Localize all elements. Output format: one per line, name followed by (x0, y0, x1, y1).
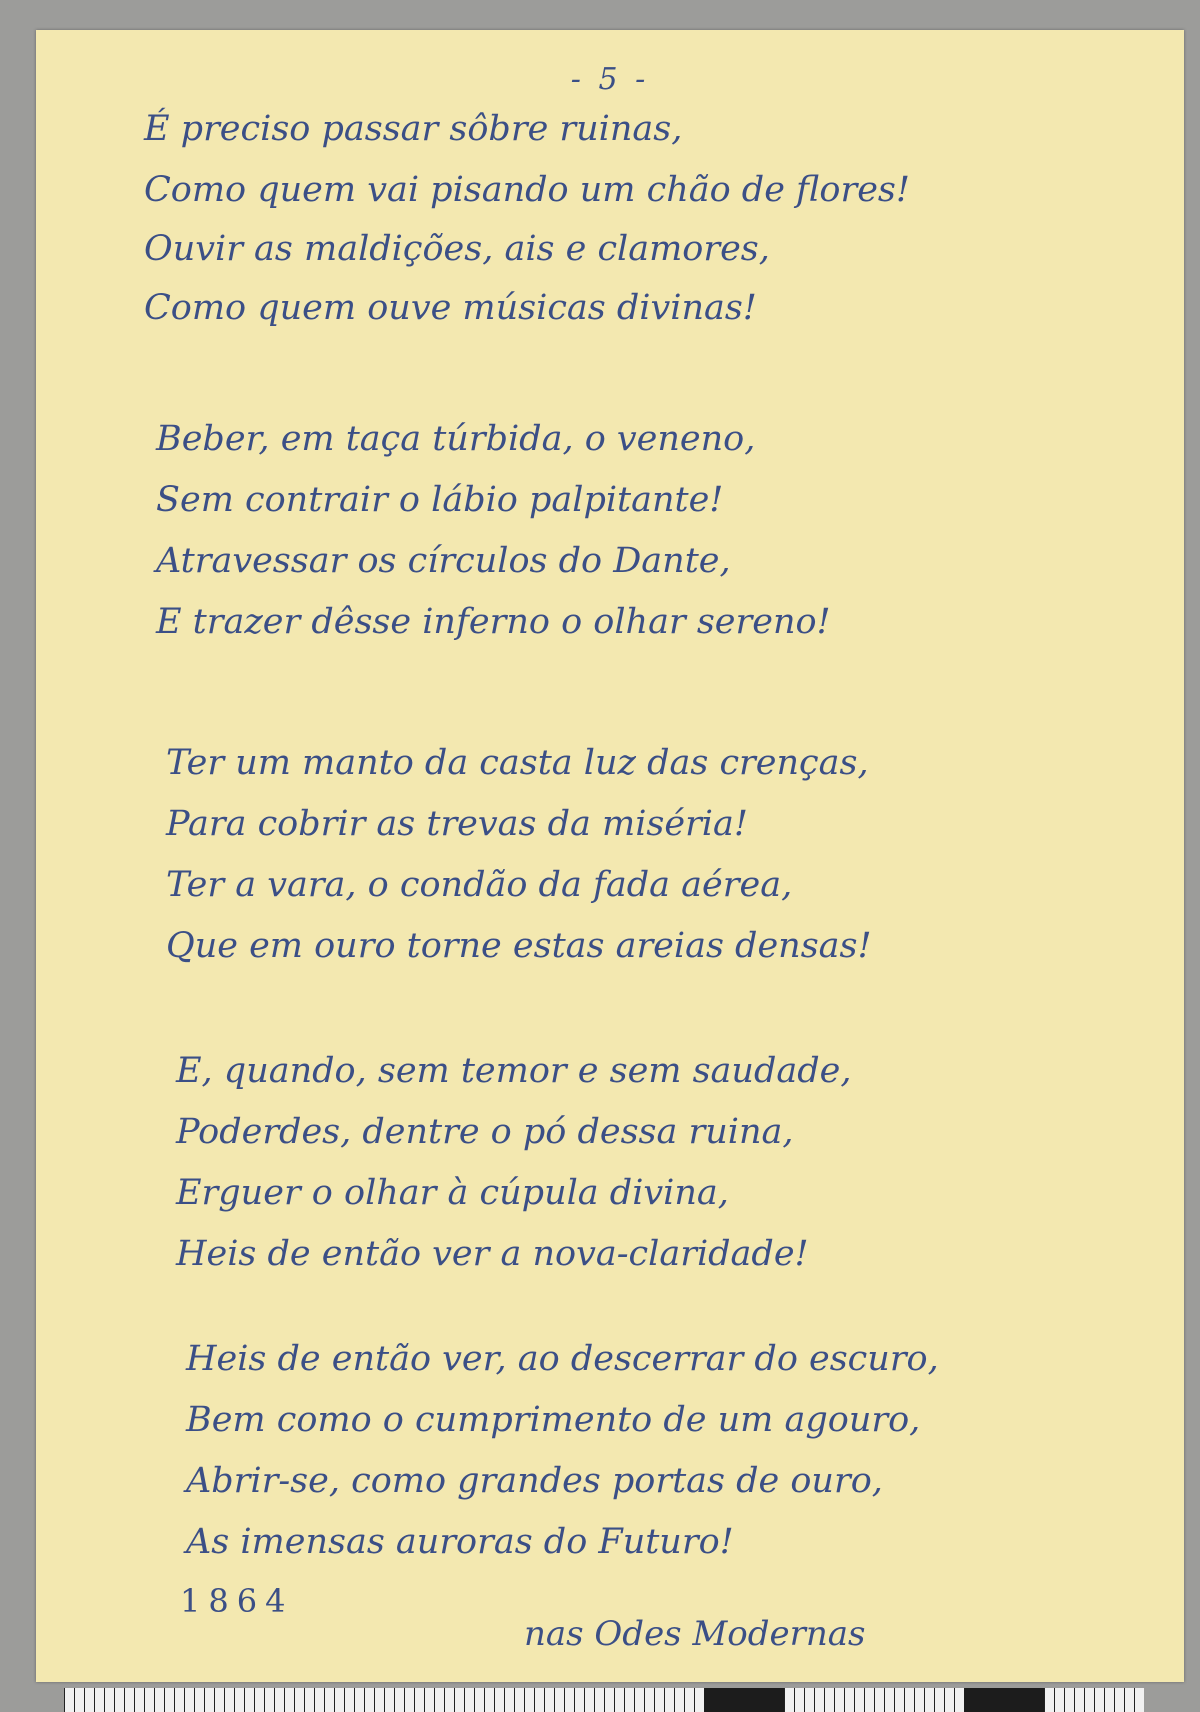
poem-line: Heis de então ver a nova-claridade! (176, 1234, 809, 1274)
handwritten-text (36, 30, 1184, 1682)
stanza-3 (166, 743, 872, 966)
poem-line: Ouvir as maldições, ais e clamores, (144, 229, 770, 269)
poem-line: Erguer o olhar à cúpula divina, (176, 1173, 729, 1213)
poem-line: Bem como o cumprimento de um agouro, (186, 1400, 921, 1440)
stanza-2 (156, 419, 831, 642)
poem-line: Abrir-se, como grandes portas de ouro, (186, 1461, 883, 1501)
poem-line: Para cobrir as trevas da miséria! (166, 804, 748, 844)
poem-line: Poderdes, dentre o pó dessa ruina, (176, 1112, 794, 1152)
stanza-4 (176, 1051, 852, 1274)
poem-line: Ter um manto da casta luz das crenças, (166, 743, 869, 783)
poem-line: Sem contrair o lábio palpitante! (156, 480, 724, 520)
scale-segment (704, 1688, 784, 1712)
poem-line: As imensas auroras do Futuro! (186, 1522, 734, 1562)
stanza-5 (186, 1339, 939, 1562)
poem-line: É preciso passar sôbre ruinas, (144, 109, 683, 149)
stanza-1 (144, 109, 910, 328)
date: 1864 (180, 1582, 294, 1620)
measurement-scale (64, 1688, 1144, 1712)
poem-line: Como quem ouve músicas divinas! (144, 288, 757, 328)
poem-line: Que em ouro torne estas areias densas! (166, 926, 872, 966)
scale-segment (964, 1688, 1044, 1712)
poem-line: Ter a vara, o condão da fada aérea, (166, 865, 793, 905)
poem-line: Como quem vai pisando um chão de flores! (144, 170, 910, 210)
poem-line: Beber, em taça túrbida, o veneno, (156, 419, 756, 459)
poem-line: E trazer dêsse inferno o olhar sereno! (156, 602, 831, 642)
manuscript-page (36, 30, 1184, 1682)
poem-line: Atravessar os círculos do Dante, (156, 541, 731, 581)
poem-line: Heis de então ver, ao descerrar do escuro, (186, 1339, 939, 1379)
source-note: nas Odes Modernas (524, 1614, 866, 1654)
page-number: - 5 - (570, 62, 650, 97)
poem-line: E, quando, sem temor e sem saudade, (176, 1051, 852, 1091)
